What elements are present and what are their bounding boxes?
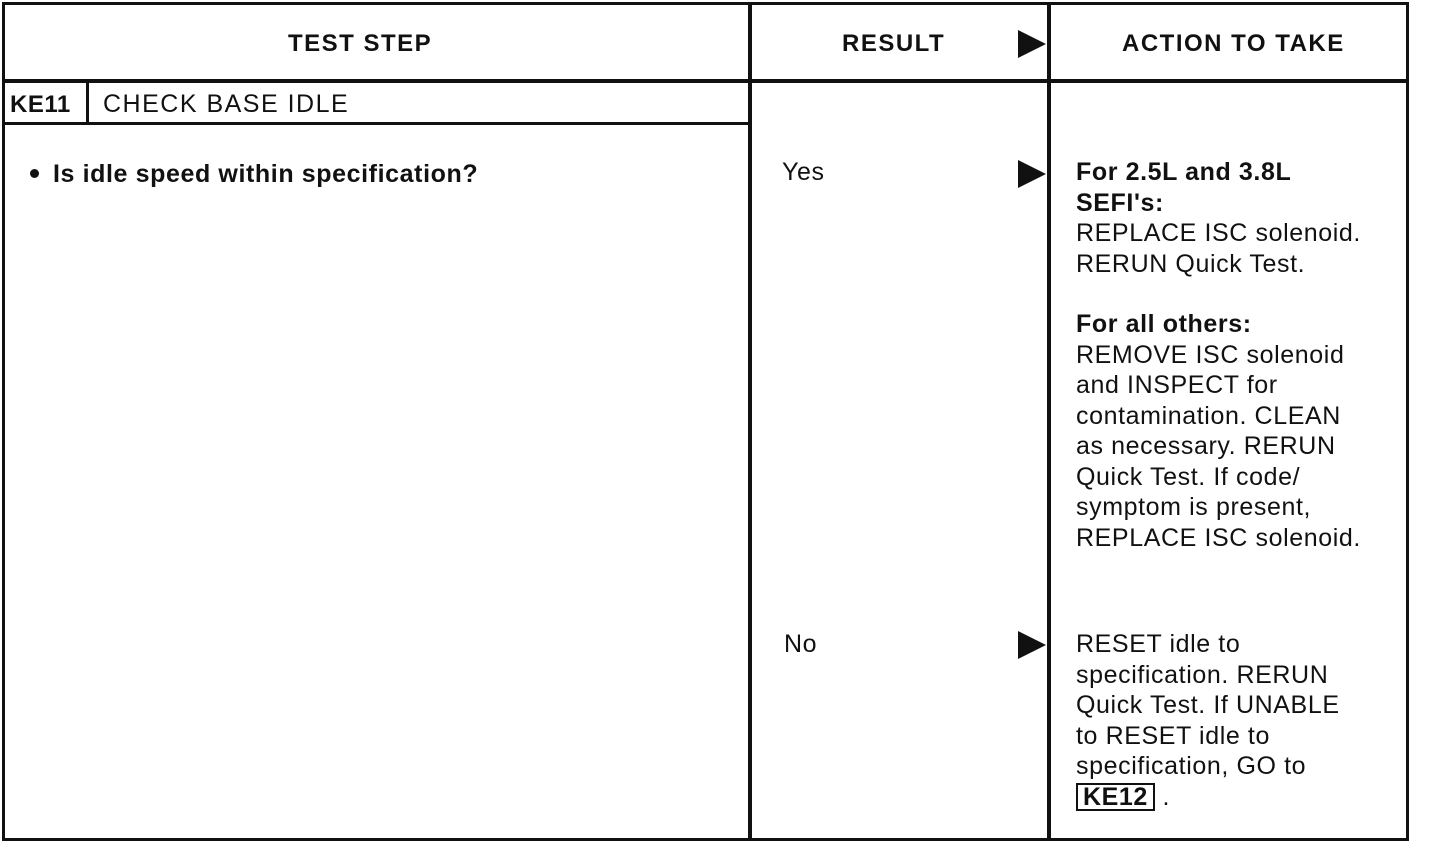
goto-suffix: . (1162, 782, 1171, 811)
yes-action-heading-2: SEFI's: (1076, 188, 1164, 217)
step-id-divider (86, 81, 89, 124)
no-action-line: specification. RERUN (1076, 660, 1329, 689)
yes-action-heading-1: For 2.5L and 3.8L (1076, 158, 1292, 186)
result-yes-action (1076, 157, 1401, 553)
border-bottom (2, 838, 1409, 841)
header-arrow-icon (1018, 30, 1046, 58)
no-action-line: specification, GO to (1076, 752, 1307, 780)
yes-action-line: contamination. CLEAN (1076, 401, 1341, 430)
yes-action-line: as necessary. RERUN (1076, 432, 1336, 460)
yes-action-line: REMOVE ISC solenoid (1076, 340, 1345, 369)
result-no-action (1076, 629, 1401, 812)
step-question (30, 159, 478, 190)
result-no-label: No (784, 630, 818, 658)
no-action-line: to RESET idle to (1076, 721, 1270, 750)
yes-action-line: RERUN Quick Test. (1076, 249, 1306, 278)
header-action-to-take: ACTION TO TAKE (1122, 30, 1345, 57)
step-question-text: Is idle speed within specification? (53, 160, 479, 188)
yes-action-line: Quick Test. If code/ (1076, 462, 1301, 491)
no-action-line: Quick Test. If UNABLE (1076, 691, 1340, 719)
yes-action-line: symptom is present, (1076, 493, 1312, 521)
no-action-line: RESET idle to (1076, 630, 1241, 658)
result-yes-label: Yes (782, 158, 825, 186)
border-right (1406, 2, 1409, 841)
border-top (2, 2, 1409, 5)
divider-result-action (1047, 2, 1051, 841)
border-left (2, 2, 5, 841)
yes-action-line: REPLACE ISC solenoid. (1076, 219, 1361, 247)
yes-action-heading-3: For all others: (1076, 310, 1252, 338)
goto-step-ref[interactable]: KE12 (1076, 783, 1155, 811)
step-title: CHECK BASE IDLE (103, 90, 350, 118)
no-action-goto (1076, 782, 1401, 813)
header-test-step: TEST STEP (288, 30, 433, 57)
step-title-rule (2, 122, 752, 125)
header-result: RESULT (842, 30, 946, 57)
result-no-arrow-icon (1018, 631, 1046, 659)
divider-step-result (748, 2, 752, 841)
step-id: KE11 (10, 91, 71, 118)
result-yes-arrow-icon (1018, 160, 1046, 188)
yes-action-line: REPLACE ISC solenoid. (1076, 523, 1361, 552)
bullet-icon (30, 169, 39, 178)
header-rule (2, 79, 1409, 83)
yes-action-line: and INSPECT for (1076, 371, 1278, 399)
